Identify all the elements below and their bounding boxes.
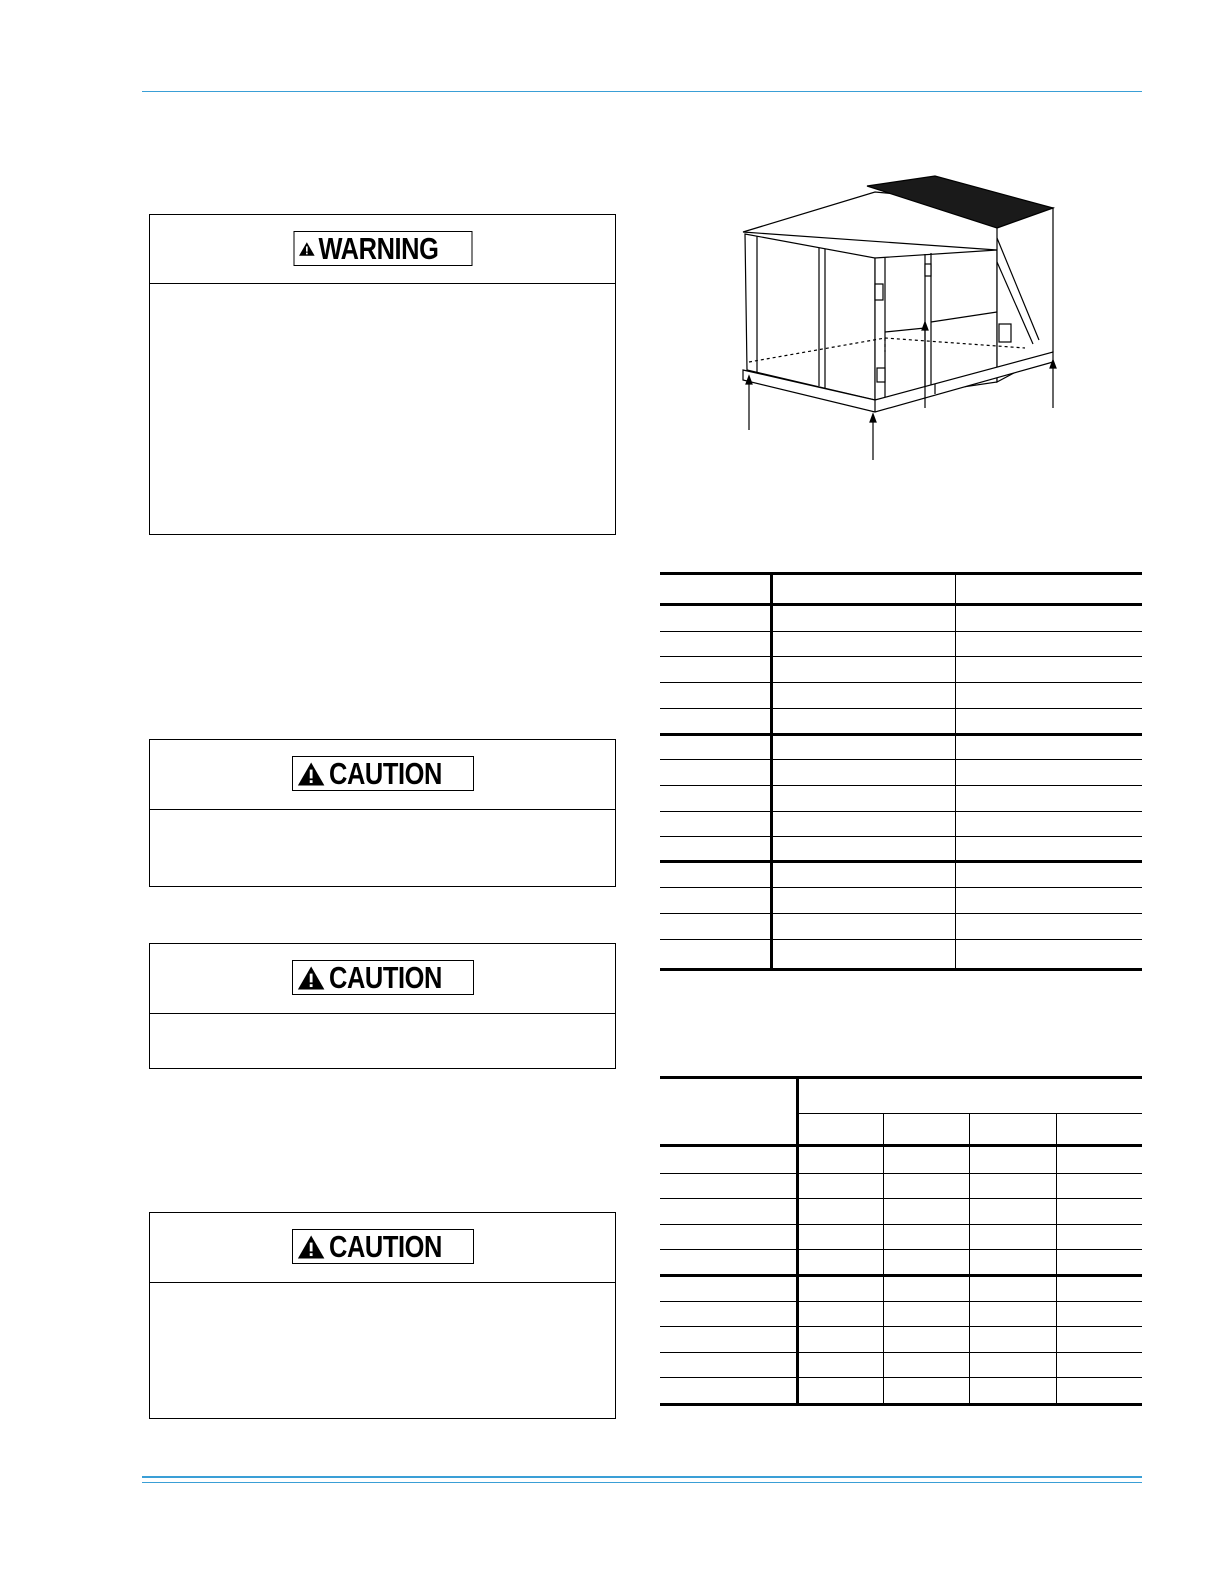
data-table-1: [660, 572, 1142, 972]
caution-box-2: [149, 943, 616, 1069]
header-rule: [142, 91, 1142, 92]
warning-box: [149, 214, 616, 535]
data-table-2: [660, 1076, 1142, 1408]
caution-label-text-2: CAUTION: [328, 960, 442, 995]
warning-label: [293, 231, 472, 266]
footer-rule: [142, 1476, 1142, 1478]
warning-triangle-icon: [297, 1233, 325, 1261]
warning-label-text: WARNING: [318, 231, 439, 266]
rooftop-unit-illustration: [735, 172, 1065, 464]
caution-box-1: [149, 739, 616, 887]
warning-triangle-icon: [298, 235, 315, 263]
footer-rule-thin: [142, 1482, 1142, 1483]
caution-label-1: [292, 756, 474, 791]
warning-triangle-icon: [297, 964, 325, 992]
caution-label-3: [292, 1229, 474, 1264]
caution-label-2: [292, 960, 474, 995]
warning-triangle-icon: [297, 760, 325, 788]
caution-label-text-3: CAUTION: [328, 1229, 442, 1264]
caution-label-text-1: CAUTION: [328, 756, 442, 791]
caution-box-3: [149, 1212, 616, 1419]
